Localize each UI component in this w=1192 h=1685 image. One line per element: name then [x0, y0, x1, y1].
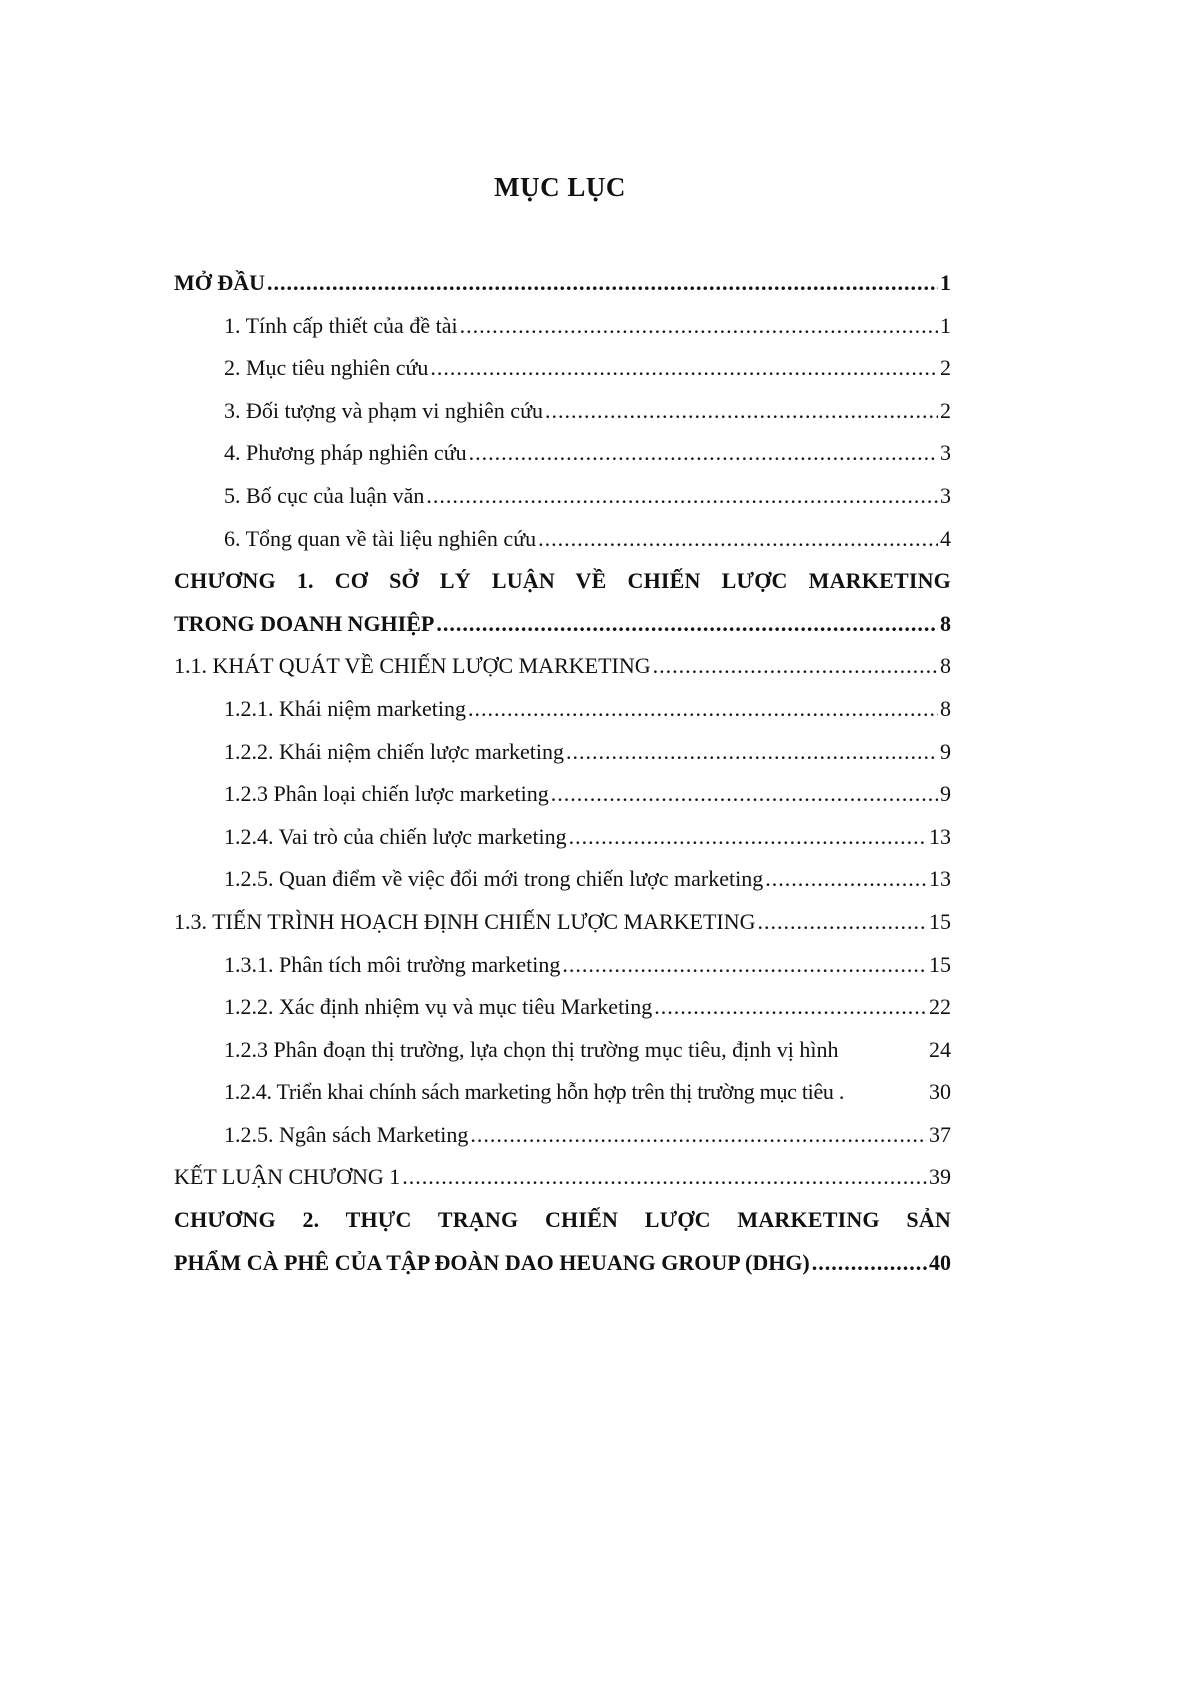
- toc-entry-page: 37: [929, 1121, 951, 1147]
- toc-entry-page: 39: [929, 1164, 951, 1190]
- toc-entry-page: 13: [929, 866, 951, 892]
- toc-entry-page: 13: [929, 823, 951, 849]
- toc-entry-chapter-2-line1[interactable]: CHƯƠNG 2. THỰC TRẠNG CHIẾN LƯỢC MARKETING SẢN: [174, 1207, 951, 1233]
- toc-entry-label: 1.1. KHÁT QUÁT VỀ CHIẾN LƯỢC MARKETING: [174, 653, 651, 679]
- toc-entry-page: 2: [940, 355, 951, 381]
- toc-entry-label: 3. Đối tượng và phạm vi nghiên cứu: [224, 397, 543, 423]
- toc-entry-page: 22: [929, 994, 951, 1020]
- toc-entry-page: 9: [940, 781, 951, 807]
- toc-entry-label: 1.2.4. Triển khai chính sách marketing hỗn hợp trên thị trường mục tiêu .: [224, 1079, 845, 1105]
- toc-entry-label: MỞ ĐẦU: [174, 270, 266, 295]
- toc-entry-page: 8: [940, 653, 951, 679]
- toc-entry-section-1-3[interactable]: [174, 901, 951, 944]
- toc-entry-page: 1: [940, 312, 951, 338]
- toc-entry[interactable]: [174, 1071, 951, 1114]
- toc-entry[interactable]: [174, 1029, 951, 1072]
- toc-entry[interactable]: [174, 731, 951, 774]
- toc-entry-page: 3: [940, 440, 951, 466]
- dot-leader: [562, 944, 927, 987]
- toc-entry-label: 1.2.5. Quan điểm về việc đổi mới trong chiến lược marketing: [224, 866, 764, 892]
- toc-entry-label: KẾT LUẬN CHƯƠNG 1: [174, 1164, 401, 1190]
- toc-entry-label: 1.2.4. Vai trò của chiến lược marketing: [224, 823, 567, 849]
- toc-entry-page: 4: [940, 525, 951, 551]
- toc-entry-label: 1.3.1. Phân tích môi trường marketing: [224, 951, 561, 977]
- dot-leader: [460, 305, 938, 348]
- dot-leader: [545, 390, 938, 433]
- toc-entry[interactable]: [174, 347, 951, 390]
- toc-entry-page: 24: [929, 1036, 951, 1062]
- dot-leader: [436, 603, 938, 646]
- dot-leader: [653, 645, 938, 688]
- toc-entry-label: 1.2.5. Ngân sách Marketing: [224, 1121, 469, 1147]
- dot-leader: [267, 262, 938, 305]
- toc-entry-label: 1. Tính cấp thiết của đề tài: [224, 312, 458, 338]
- dot-leader: [566, 731, 938, 774]
- toc-entry[interactable]: [174, 1114, 951, 1157]
- toc-entry-label: 2. Mục tiêu nghiên cứu: [224, 355, 429, 381]
- toc-entry[interactable]: [174, 986, 951, 1029]
- toc-entry-label: 4. Phương pháp nghiên cứu: [224, 440, 467, 466]
- toc-entry-label: 1.3. TIẾN TRÌNH HOẠCH ĐỊNH CHIẾN LƯỢC MARKETING: [174, 908, 756, 934]
- toc-entry-chapter-1[interactable]: [174, 603, 951, 646]
- toc-entry[interactable]: [174, 432, 951, 475]
- dot-leader: [758, 901, 928, 944]
- toc-entry-label: 1.2.2. Xác định nhiệm vụ và mục tiêu Marketing: [224, 994, 653, 1020]
- toc-entry-page: 3: [940, 482, 951, 508]
- toc-entry-label: TRONG DOANH NGHIỆP: [174, 610, 435, 636]
- toc-entry-label: PHẨM CÀ PHÊ CỦA TẬP ĐOÀN DAO HEUANG GROUP (DHG): [174, 1249, 810, 1275]
- toc-entry-label: 1.2.3 Phân loại chiến lược marketing: [224, 781, 549, 807]
- toc-entry-label: 1.2.1. Khái niệm marketing: [224, 695, 466, 721]
- toc-entry[interactable]: [174, 773, 951, 816]
- dot-leader: [430, 347, 938, 390]
- toc-entry-conclusion-chapter-1[interactable]: [174, 1156, 951, 1199]
- toc-entry-page: 8: [940, 695, 951, 721]
- toc-entry[interactable]: [174, 518, 951, 561]
- toc-entry[interactable]: [174, 944, 951, 987]
- toc-entry[interactable]: [174, 475, 951, 518]
- toc-entry-page: 15: [929, 908, 951, 934]
- toc-entry-section-1-1[interactable]: [174, 645, 951, 688]
- dot-leader: [426, 475, 938, 518]
- dot-leader: [654, 986, 927, 1029]
- toc-entry-page: 9: [940, 738, 951, 764]
- toc-entry-page: 8: [940, 610, 951, 636]
- dot-leader: [470, 1114, 927, 1157]
- toc-entry-chapter-1-line1[interactable]: CHƯƠNG 1. CƠ SỞ LÝ LUẬN VỀ CHIẾN LƯỢC MARKETING: [174, 568, 951, 594]
- dot-leader: [469, 432, 938, 475]
- toc-entry[interactable]: [174, 688, 951, 731]
- dot-leader: [402, 1156, 927, 1199]
- dot-leader: [812, 1242, 927, 1285]
- toc-entry-page: 30: [929, 1079, 951, 1105]
- toc-entry-label: 1.2.2. Khái niệm chiến lược marketing: [224, 738, 565, 764]
- toc-entry[interactable]: [174, 816, 951, 859]
- toc-entry-label: 6. Tổng quan về tài liệu nghiên cứu: [224, 525, 537, 551]
- toc-entry[interactable]: [174, 858, 951, 901]
- dot-leader: [551, 773, 938, 816]
- dot-leader: [765, 858, 927, 901]
- dot-leader: [538, 518, 938, 561]
- toc-entry-chapter-2[interactable]: [174, 1242, 951, 1285]
- page-title: MỤC LỤC: [494, 172, 626, 202]
- toc-entry[interactable]: [174, 305, 951, 348]
- toc-entry-page: 1: [940, 270, 951, 295]
- toc-entry-page: 15: [929, 951, 951, 977]
- table-of-contents: [174, 262, 951, 1284]
- toc-entry-label: 5. Bố cục của luận văn: [224, 482, 425, 508]
- toc-entry-page: 40: [929, 1249, 951, 1275]
- toc-entry-label: 1.2.3 Phân đoạn thị trường, lựa chọn thị trường mục tiêu, định vị hình: [224, 1036, 839, 1062]
- toc-entry-page: 2: [940, 397, 951, 423]
- dot-leader: [468, 688, 938, 731]
- toc-entry-mo-dau[interactable]: [174, 262, 951, 305]
- dot-leader: [569, 816, 927, 859]
- toc-entry[interactable]: [174, 390, 951, 433]
